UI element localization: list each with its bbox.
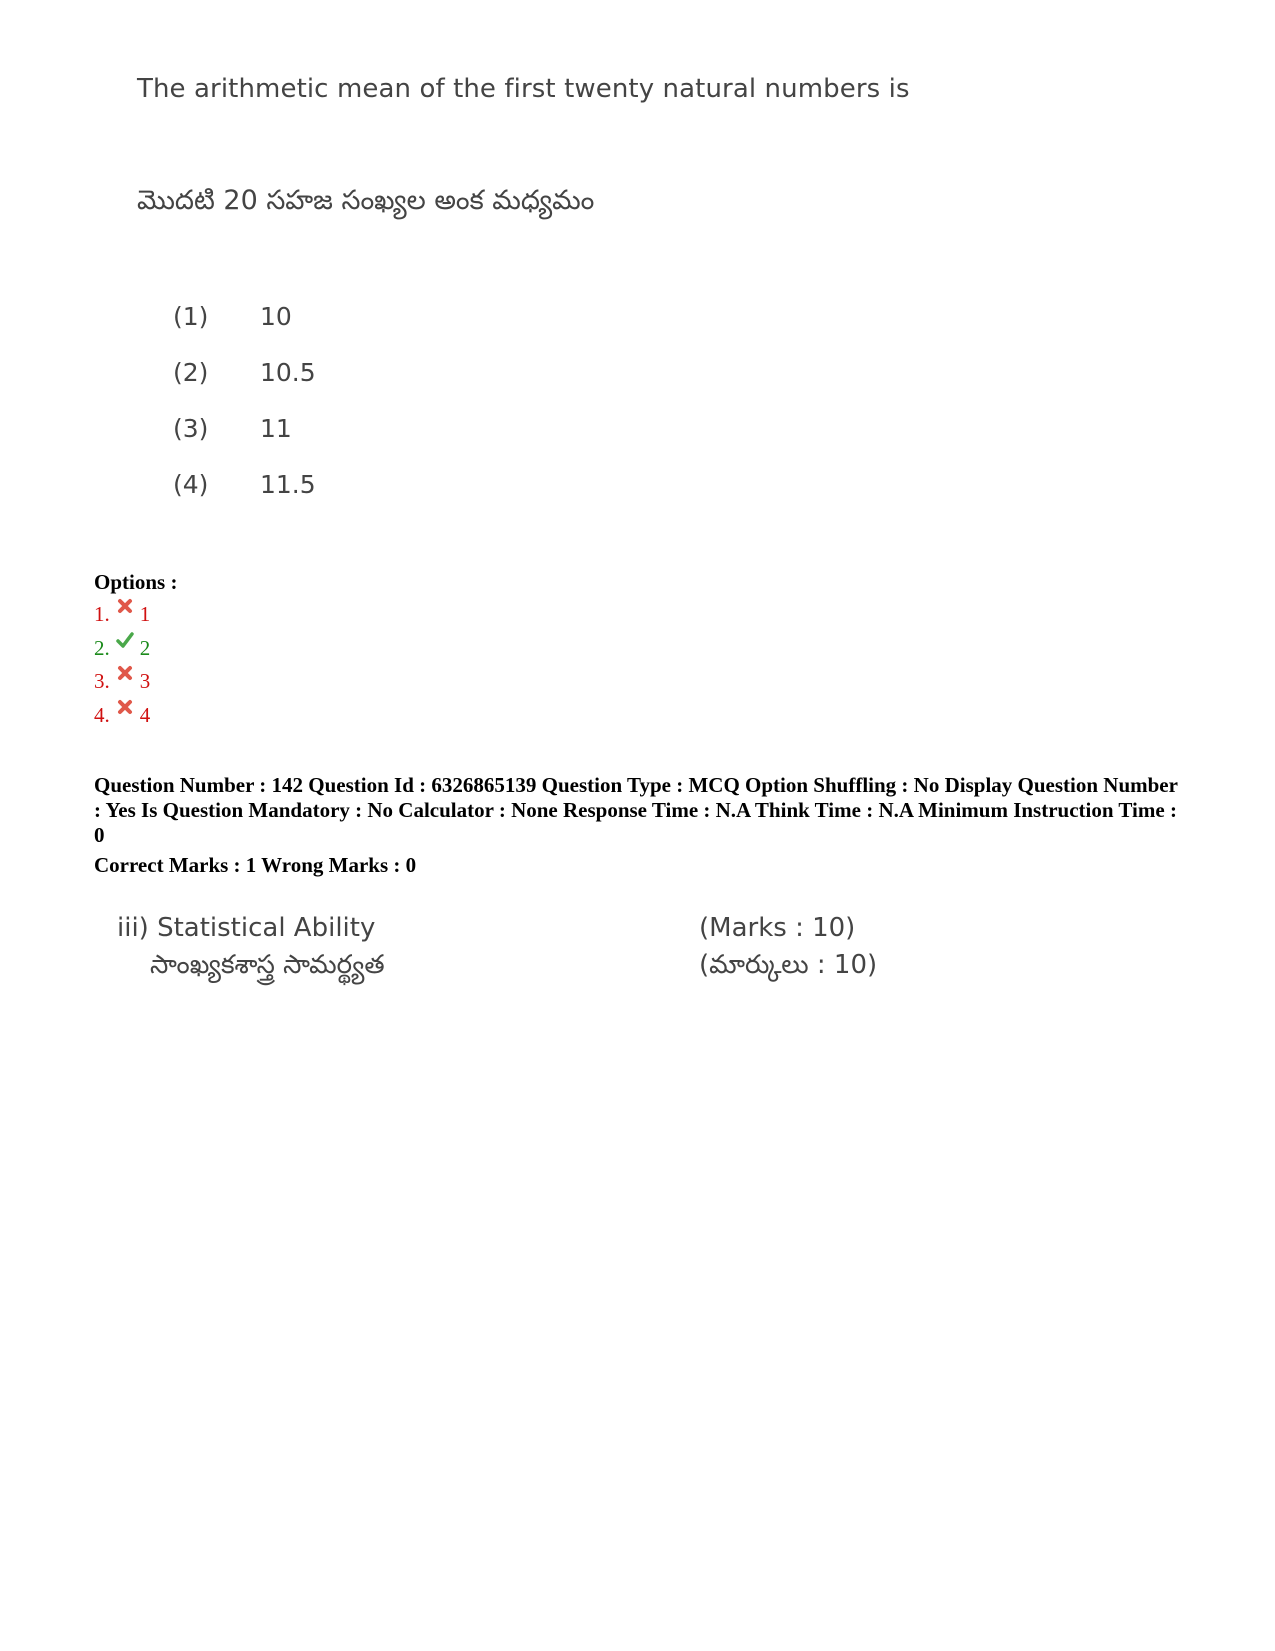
option-item [94, 669, 150, 694]
option-index: 4. [94, 703, 110, 727]
section-title-telugu: సాంఖ్యకశాస్త్ర సామర్థ్యత [150, 950, 385, 980]
question-metadata: Question Number : 142 Question Id : 6326865139 Question Type : MCQ Option Shuffling : No Display Question Number : Yes Is Question Mandatory : No Calculator : None Response Time : N.A Think Time : N.A Minimum Instruction Time : 0 [94, 773, 1178, 847]
choice-number: (3) [173, 414, 209, 443]
option-value: 4 [139, 703, 151, 727]
answer-choice [173, 302, 292, 331]
option-index: 3. [94, 669, 110, 693]
option-item [94, 703, 150, 728]
option-index: 1. [94, 602, 110, 626]
check-icon [116, 631, 134, 649]
section-marks-telugu: (మార్కులు : 10) [699, 950, 878, 980]
marks-info: Correct Marks : 1 Wrong Marks : 0 [94, 853, 417, 877]
option-item [94, 636, 150, 661]
answer-choice [173, 414, 292, 443]
choice-value: 11.5 [260, 470, 316, 499]
cross-icon [116, 664, 134, 682]
section-title-english: iii) Statistical Ability [117, 913, 376, 943]
answer-choice [173, 470, 316, 499]
question-text-telugu: మొదటి 20 సహజ సంఖ్యల అంక మధ్యమం [137, 185, 595, 216]
choice-number: (4) [173, 470, 209, 499]
choice-number: (2) [173, 358, 209, 387]
options-heading: Options : [94, 570, 178, 594]
option-value: 3 [139, 669, 151, 693]
option-value: 1 [139, 602, 151, 626]
question-text-english: The arithmetic mean of the first twenty natural numbers is [137, 74, 910, 104]
section-marks-english: (Marks : 10) [699, 913, 856, 943]
option-value: 2 [139, 636, 151, 660]
choice-value: 10 [260, 302, 292, 331]
choice-number: (1) [173, 302, 209, 331]
choice-value: 10.5 [260, 358, 316, 387]
cross-icon [116, 698, 134, 716]
cross-icon [116, 597, 134, 615]
option-index: 2. [94, 636, 110, 660]
option-item [94, 602, 150, 627]
choice-value: 11 [260, 414, 292, 443]
answer-choice [173, 358, 316, 387]
